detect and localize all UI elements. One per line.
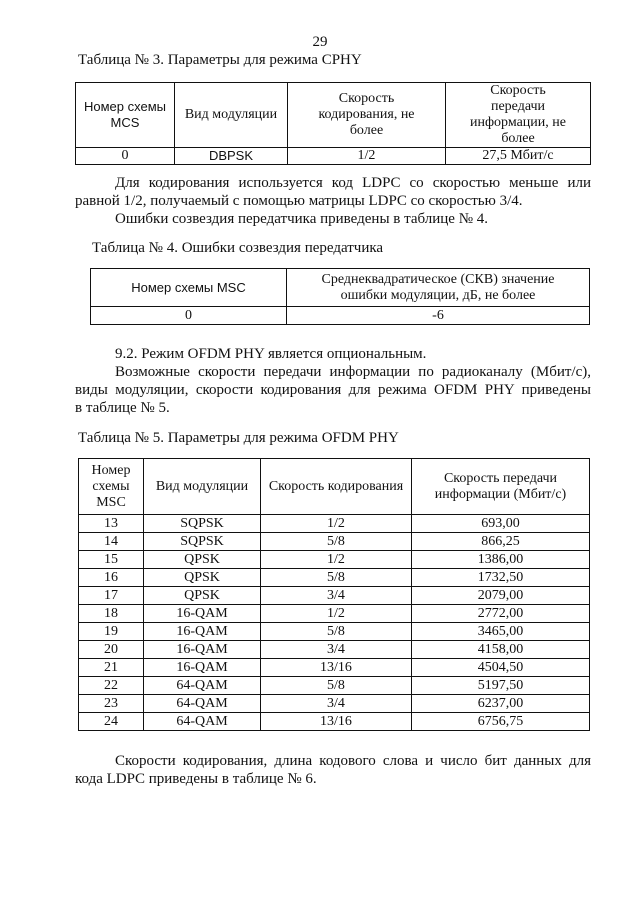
table5-cell: 13/16	[261, 713, 412, 731]
table5-cell: 16-QAM	[144, 605, 261, 623]
table5-cell: 17	[79, 587, 144, 605]
section-9-2	[75, 345, 591, 417]
table5-cell: 5197,50	[412, 677, 590, 695]
table5-cell: 866,25	[412, 533, 590, 551]
table5-cell: 13	[79, 515, 144, 533]
table5-cell: 5/8	[261, 533, 412, 551]
table5-header-data-rate: Скорость передачи информации (Мбит/с)	[412, 459, 590, 515]
table5-cell: 16	[79, 569, 144, 587]
table3-cell: 1/2	[288, 148, 446, 165]
table5-cell: 693,00	[412, 515, 590, 533]
table-row	[79, 605, 590, 623]
table5-cell: 64-QAM	[144, 695, 261, 713]
table5-cell: 2772,00	[412, 605, 590, 623]
table4-cell: 0	[91, 307, 287, 325]
table5-cell: 5/8	[261, 569, 412, 587]
table4-cell: -6	[287, 307, 590, 325]
table5-cell: 1732,50	[412, 569, 590, 587]
table5-cell: 13/16	[261, 659, 412, 677]
table5-header-mcs: Номер схемы MSC	[79, 459, 144, 515]
table5-cell: 16-QAM	[144, 641, 261, 659]
table5-cell: 3/4	[261, 695, 412, 713]
table5-cell: 64-QAM	[144, 677, 261, 695]
table5-cell: 15	[79, 551, 144, 569]
table-row	[91, 307, 590, 325]
table5-cell: QPSK	[144, 569, 261, 587]
table4-header-row	[91, 269, 590, 307]
table-row	[79, 533, 590, 551]
table-row	[79, 623, 590, 641]
table3-cell: 0	[76, 148, 175, 165]
table5-header-row	[79, 459, 590, 515]
table5-cell: 20	[79, 641, 144, 659]
table5-cell: SQPSK	[144, 533, 261, 551]
table3-header-row	[76, 83, 591, 148]
table5-cell: 3465,00	[412, 623, 590, 641]
table5-cell: 16-QAM	[144, 623, 261, 641]
paragraph-line: Скорости кодирования, длина кодового слова и число бит данных для	[115, 753, 591, 769]
table3	[75, 82, 591, 165]
table-row	[79, 677, 590, 695]
table5-cell: 64-QAM	[144, 713, 261, 731]
table5-cell: SQPSK	[144, 515, 261, 533]
paragraph-line: Возможные скорости передачи информации по радиоканалу (Мбит/с),	[115, 364, 591, 380]
table5-caption: Таблица № 5. Параметры для режима OFDM PHY	[78, 430, 399, 446]
table5-header-coding-rate: Скорость кодирования	[261, 459, 412, 515]
table5-cell: 19	[79, 623, 144, 641]
table3-cell: DBPSK	[175, 148, 288, 165]
table3-header-coding-rate: Скорость кодирования, не более	[288, 83, 446, 148]
paragraph-line: виды модуляции, скорости кодирования для режима OFDM PHY приведены	[75, 382, 591, 398]
paragraph-line: равной 1/2, получаемый с помощью матрицы LDPC со скоростью 3/4.	[75, 193, 523, 209]
table5-cell: 22	[79, 677, 144, 695]
table5-header-modulation: Вид модуляции	[144, 459, 261, 515]
table5-cell: 4504,50	[412, 659, 590, 677]
table3-header-data-rate: Скорость передачи информации, не более	[446, 83, 591, 148]
table3-cell: 27,5 Мбит/с	[446, 148, 591, 165]
table-row	[79, 551, 590, 569]
table-row	[79, 641, 590, 659]
page-number: 29	[312, 34, 328, 50]
table4-header-error: Среднеквадратическое (СКВ) значение ошибки модуляции, дБ, не более	[287, 269, 590, 307]
table4-header-mcs: Номер схемы MSC	[91, 269, 287, 307]
table5-cell: 16-QAM	[144, 659, 261, 677]
table5-cell: 6237,00	[412, 695, 590, 713]
table5-cell: 1/2	[261, 551, 412, 569]
table5-cell: 1/2	[261, 515, 412, 533]
table-row	[79, 515, 590, 533]
table-row	[76, 148, 591, 165]
table5-cell: 24	[79, 713, 144, 731]
table5-cell: 6756,75	[412, 713, 590, 731]
table3-header-modulation: Вид модуляции	[175, 83, 288, 148]
table4	[90, 268, 590, 325]
table5-cell: QPSK	[144, 587, 261, 605]
table-row	[79, 695, 590, 713]
table-row	[79, 659, 590, 677]
table-row	[79, 569, 590, 587]
paragraph-final	[75, 752, 591, 788]
table5-cell: 21	[79, 659, 144, 677]
table5-cell: 3/4	[261, 641, 412, 659]
table5-cell: QPSK	[144, 551, 261, 569]
table4-caption: Таблица № 4. Ошибки созвездия передатчика	[92, 240, 384, 256]
table5-cell: 1386,00	[412, 551, 590, 569]
table-row	[79, 587, 590, 605]
table5-cell: 2079,00	[412, 587, 590, 605]
table-row	[79, 713, 590, 731]
paragraph-line: Ошибки созвездия передатчика приведены в таблице № 4.	[115, 211, 489, 227]
table3-caption: Таблица № 3. Параметры для режима CPHY	[78, 52, 362, 68]
table5-cell: 4158,00	[412, 641, 590, 659]
table5-cell: 1/2	[261, 605, 412, 623]
table5-cell: 3/4	[261, 587, 412, 605]
table5-cell: 23	[79, 695, 144, 713]
table5	[78, 458, 590, 731]
table5-cell: 5/8	[261, 677, 412, 695]
table3-header-mcs: Номер схемы MCS	[76, 83, 175, 148]
paragraph-line: кода LDPC приведены в таблице № 6.	[75, 771, 317, 787]
section-heading-line: 9.2. Режим OFDM PHY является опциональным.	[115, 346, 427, 362]
paragraph-line: в таблице № 5.	[75, 400, 170, 416]
table5-cell: 14	[79, 533, 144, 551]
table5-cell: 5/8	[261, 623, 412, 641]
paragraph-ldpc	[75, 174, 591, 228]
paragraph-line: Для кодирования используется код LDPC со скоростью меньше или	[115, 175, 591, 191]
table5-cell: 18	[79, 605, 144, 623]
